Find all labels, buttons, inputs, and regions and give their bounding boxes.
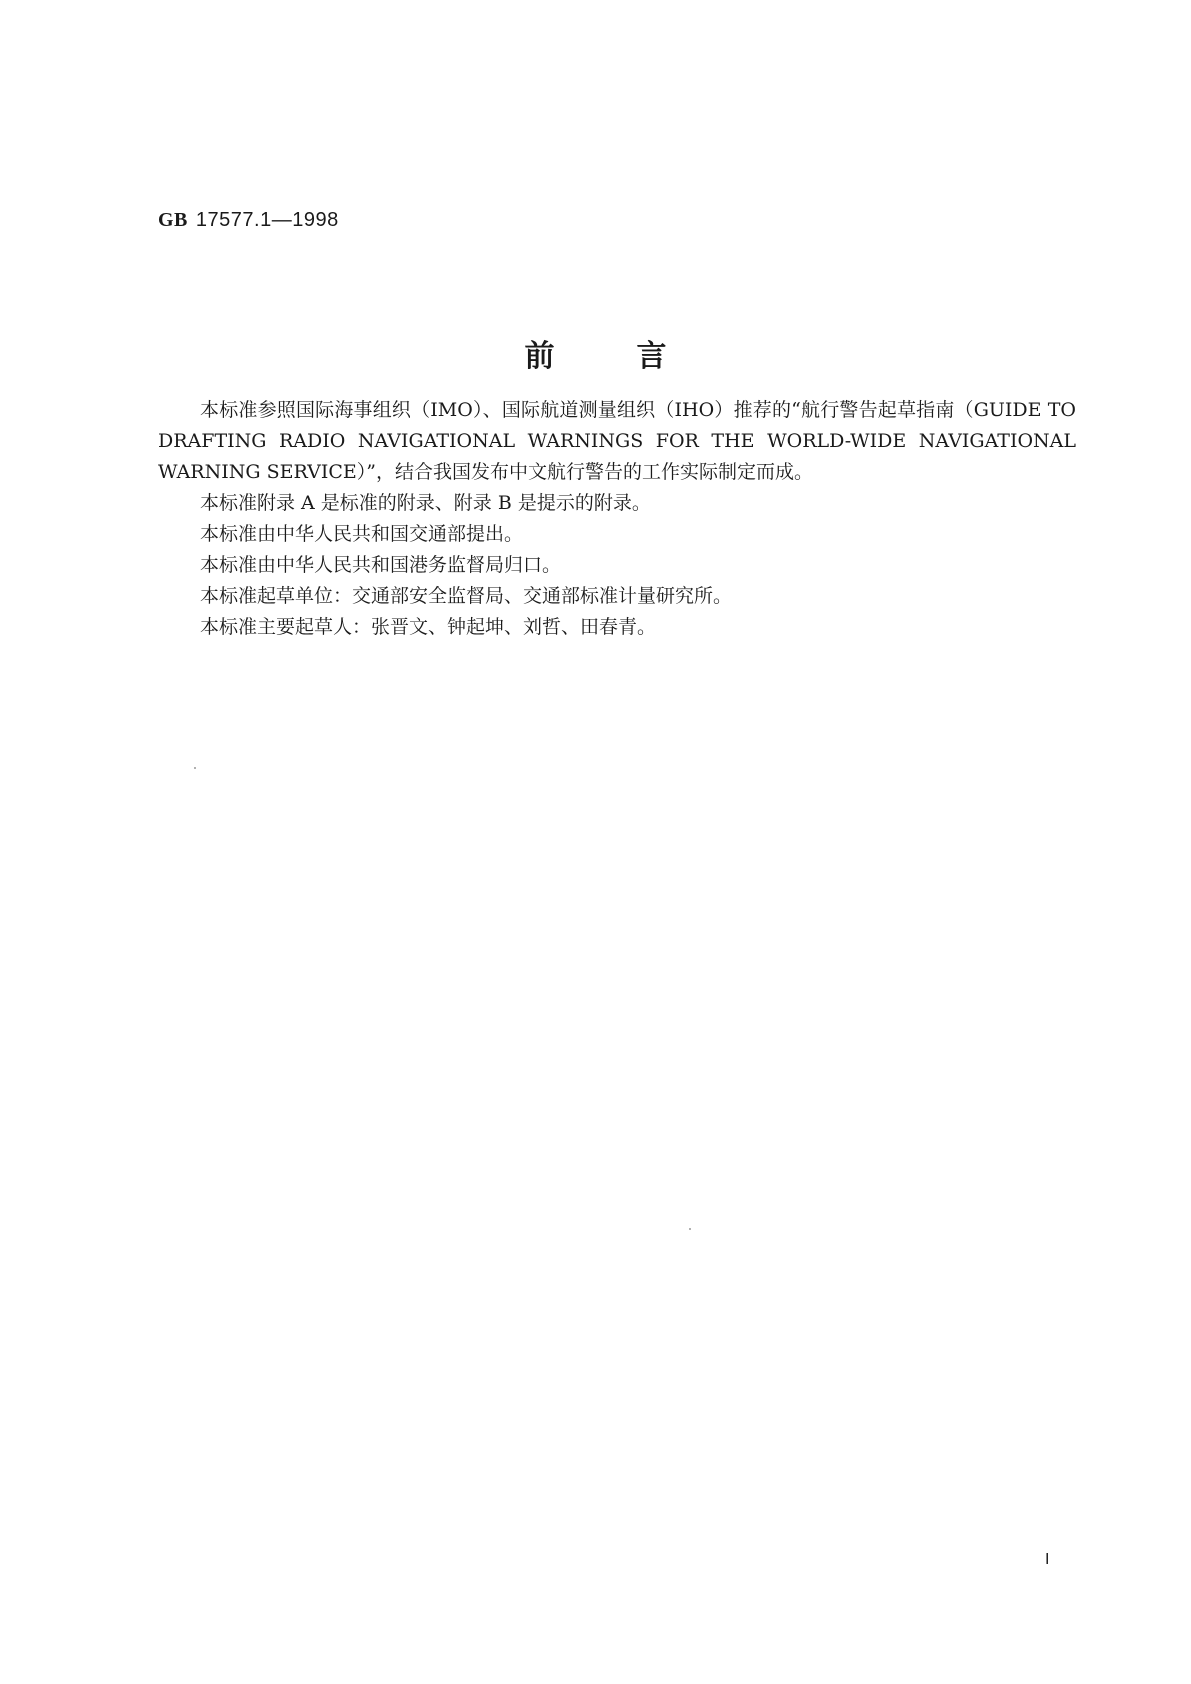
foreword-body <box>158 395 1076 643</box>
page-number: I <box>1045 1551 1050 1568</box>
paragraph-appendix: 本标准附录 A 是标准的附录、附录 B 是提示的附录。 <box>200 492 651 514</box>
paragraph-proposer: 本标准由中华人民共和国交通部提出。 <box>200 523 524 545</box>
paragraph-reference: 本标准参照国际海事组织（IMO）、国际航道测量组织（IHO）推荐的“航行警告起草指南（GUIDE TO DRAFTING RADIO NAVIGATIONAL WARNINGS FOR THE WORLD-WIDE NAVIGATIONAL WARNING SERVICE）”，结合我国发布中文航行警告的工作实际制定而成。 <box>158 399 1076 483</box>
paragraph-drafters: 本标准主要起草人：张晋文、钟起坤、刘哲、田春青。 <box>200 616 657 638</box>
scan-speck <box>194 767 196 769</box>
page-title: 前言 <box>524 339 749 374</box>
standard-prefix: GB <box>158 209 188 231</box>
paragraph-administrator: 本标准由中华人民共和国港务监督局归口。 <box>200 554 562 576</box>
paragraph-drafting-units: 本标准起草单位：交通部安全监督局、交通部标准计量研究所。 <box>200 585 733 607</box>
standard-number: 17577.1—1998 <box>195 209 339 231</box>
standard-code <box>158 209 339 232</box>
scan-speck <box>689 1228 691 1230</box>
